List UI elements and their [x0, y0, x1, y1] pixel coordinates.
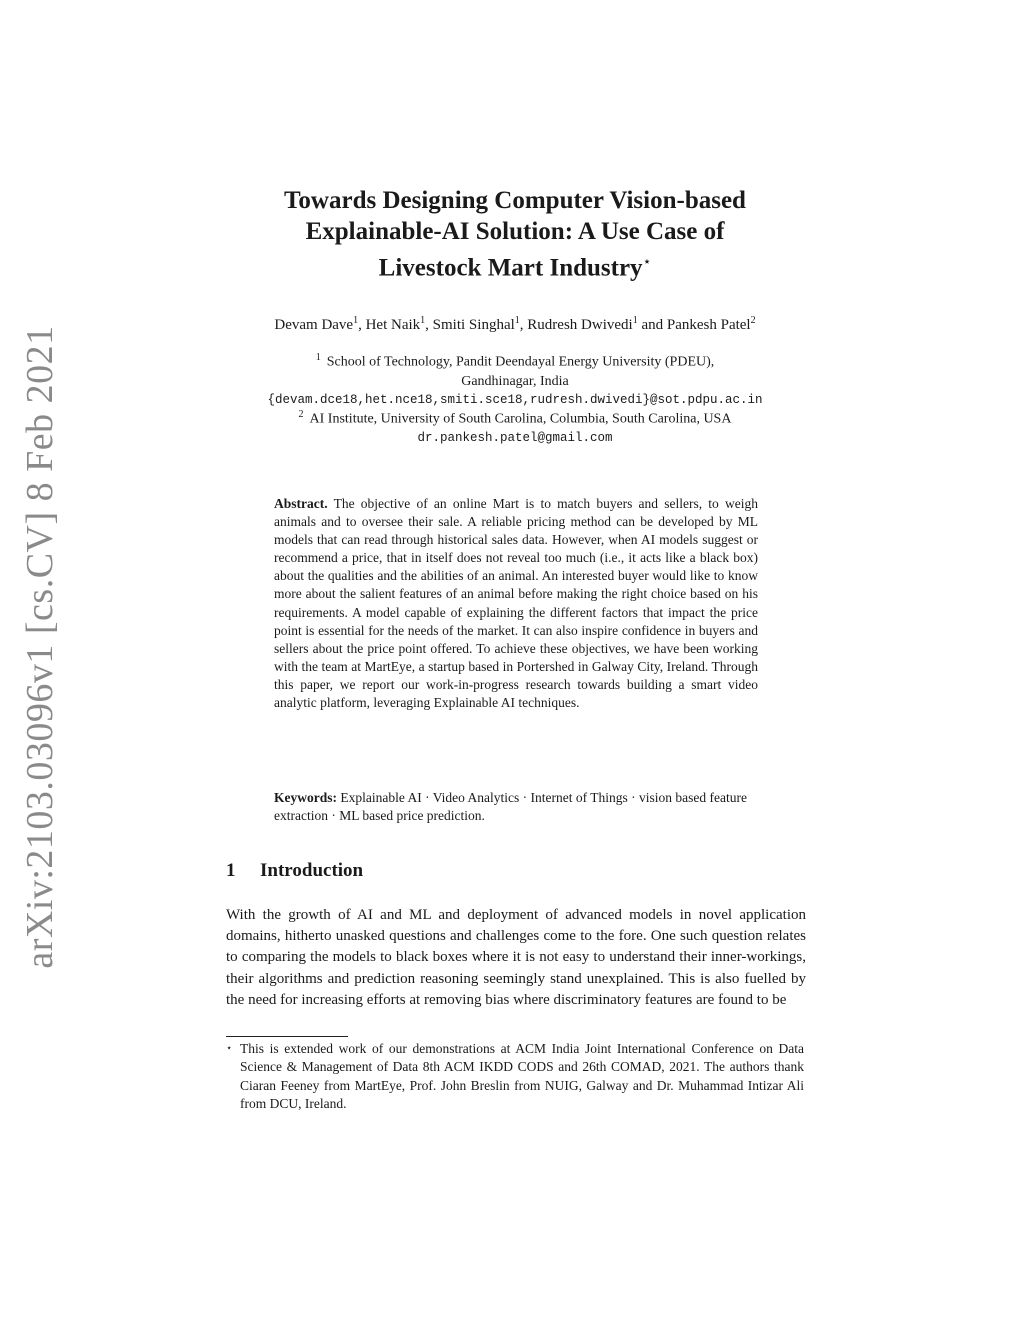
- section-number: 1: [226, 860, 236, 881]
- footnote-rule: [226, 1036, 348, 1037]
- affiliation-2: [180, 405, 850, 448]
- author-name: Rudresh Dwivedi: [527, 317, 633, 333]
- affiliation-1: [180, 348, 850, 410]
- author-affiliation-mark: 2: [750, 315, 756, 326]
- footnote-star: ⋆: [226, 1043, 233, 1054]
- affiliation-2-line-1: AI Institute, University of South Carolina, Columbia, South Carolina, USA: [309, 411, 732, 427]
- author-name: Het Naik: [365, 317, 421, 333]
- author-name: Devam Dave: [274, 317, 354, 333]
- author-list: Devam Dave$^1$, Het Naik$^1$, Smiti Singhal$^1$, Rudresh Dwivedi$^1$ and Pankesh Patel$^2$: [274, 315, 756, 333]
- author-name: Pankesh Patel: [666, 317, 751, 333]
- affiliation-1-line-1: School of Technology, Pandit Deendayal Energy University (PDEU),: [326, 354, 715, 370]
- author-name: Smiti Singhal: [432, 317, 515, 333]
- paper-title: [200, 185, 830, 283]
- footnote-text: This is extended work of our demonstrations at ACM India Joint International Conference on Data Science & Management of Data 8th ACM IKDD CODS and 26th COMAD, 2021. The authors thank Ciaran Feeney from MartEye, Prof. John Breslin from NUIG, Galway and Dr. Muhammad Intizar Ali from DCU, Ireland.: [240, 1041, 804, 1111]
- intro-paragraph: With the growth of AI and ML and deployment of advanced models in novel application domains, hitherto unasked questions and challenges come to the fore. One such question relates to comparing the models to black boxes where it is not easy to understand their inner-workings, their algorithms and prediction reasoning seemingly stand unexplained. This is also fuelled by the need for increasing efforts at removing bias where discriminatory features are found to be: [226, 907, 806, 1008]
- title-footnote-star: ⋆: [642, 255, 652, 270]
- arxiv-identifier: arXiv:2103.03096v1 [cs.CV] 8 Feb 2021: [19, 325, 61, 969]
- author-affiliation-mark: 1: [353, 315, 359, 326]
- affiliation-mark: 1: [315, 352, 321, 363]
- arxiv-sidebar: [16, 325, 64, 969]
- affiliation-mark: 2: [298, 409, 304, 420]
- author-affiliation-mark: 1: [420, 315, 426, 326]
- title-line-1: Towards Designing Computer Vision-based: [284, 187, 746, 214]
- abstract-label: Abstract.: [274, 496, 328, 511]
- keywords: [274, 789, 758, 825]
- abstract: [274, 495, 758, 712]
- affiliation-1-line-2: Gandhinagar, India: [461, 373, 569, 389]
- keywords-label: Keywords:: [274, 790, 337, 805]
- footnote: [226, 1040, 806, 1113]
- keywords-text: Explainable AI · Video Analytics · Internet of Things · vision based feature extraction · ML based price prediction.: [274, 790, 747, 824]
- author-affiliation-mark: 1: [632, 315, 638, 326]
- title-line-2: Explainable-AI Solution: A Use Case of: [305, 218, 725, 245]
- affiliation-2-email: dr.pankesh.patel@gmail.com: [417, 430, 613, 445]
- abstract-text: The objective of an online Mart is to match buyers and sellers, to weigh animals and to oversee their sale. A reliable pricing method can be developed by ML models that can read through historical sales data. However, when AI models suggest or recommend a price, that in itself does not reveal too much (i.e., it acts like a black box) about the qualities and the abilities of an animal. An interested buyer would like to know more about the salient features of an animal before making the right choice based on his requirements. A model capable of explaining the different factors that impact the price point is essential for the needs of the market. It can also inspire confidence in buyers and sellers about the price point offered. To achieve these objectives, we have been working with the team at MartEye, a startup based in Portershed in Galway City, Ireland. Through this paper, we report our work-in-progress research towards building a smart video analytic platform, leveraging Explainable AI techniques.: [274, 496, 758, 711]
- title-line-3: Livestock Mart Industry: [378, 254, 643, 282]
- affiliation-1-emails: {devam.dce18,het.nce18,smiti.sce18,rudresh.dwivedi}@sot.pdpu.ac.in: [267, 392, 763, 407]
- section-title: Introduction: [260, 860, 364, 881]
- section-heading: [226, 860, 363, 882]
- author-affiliation-mark: 1: [514, 315, 520, 326]
